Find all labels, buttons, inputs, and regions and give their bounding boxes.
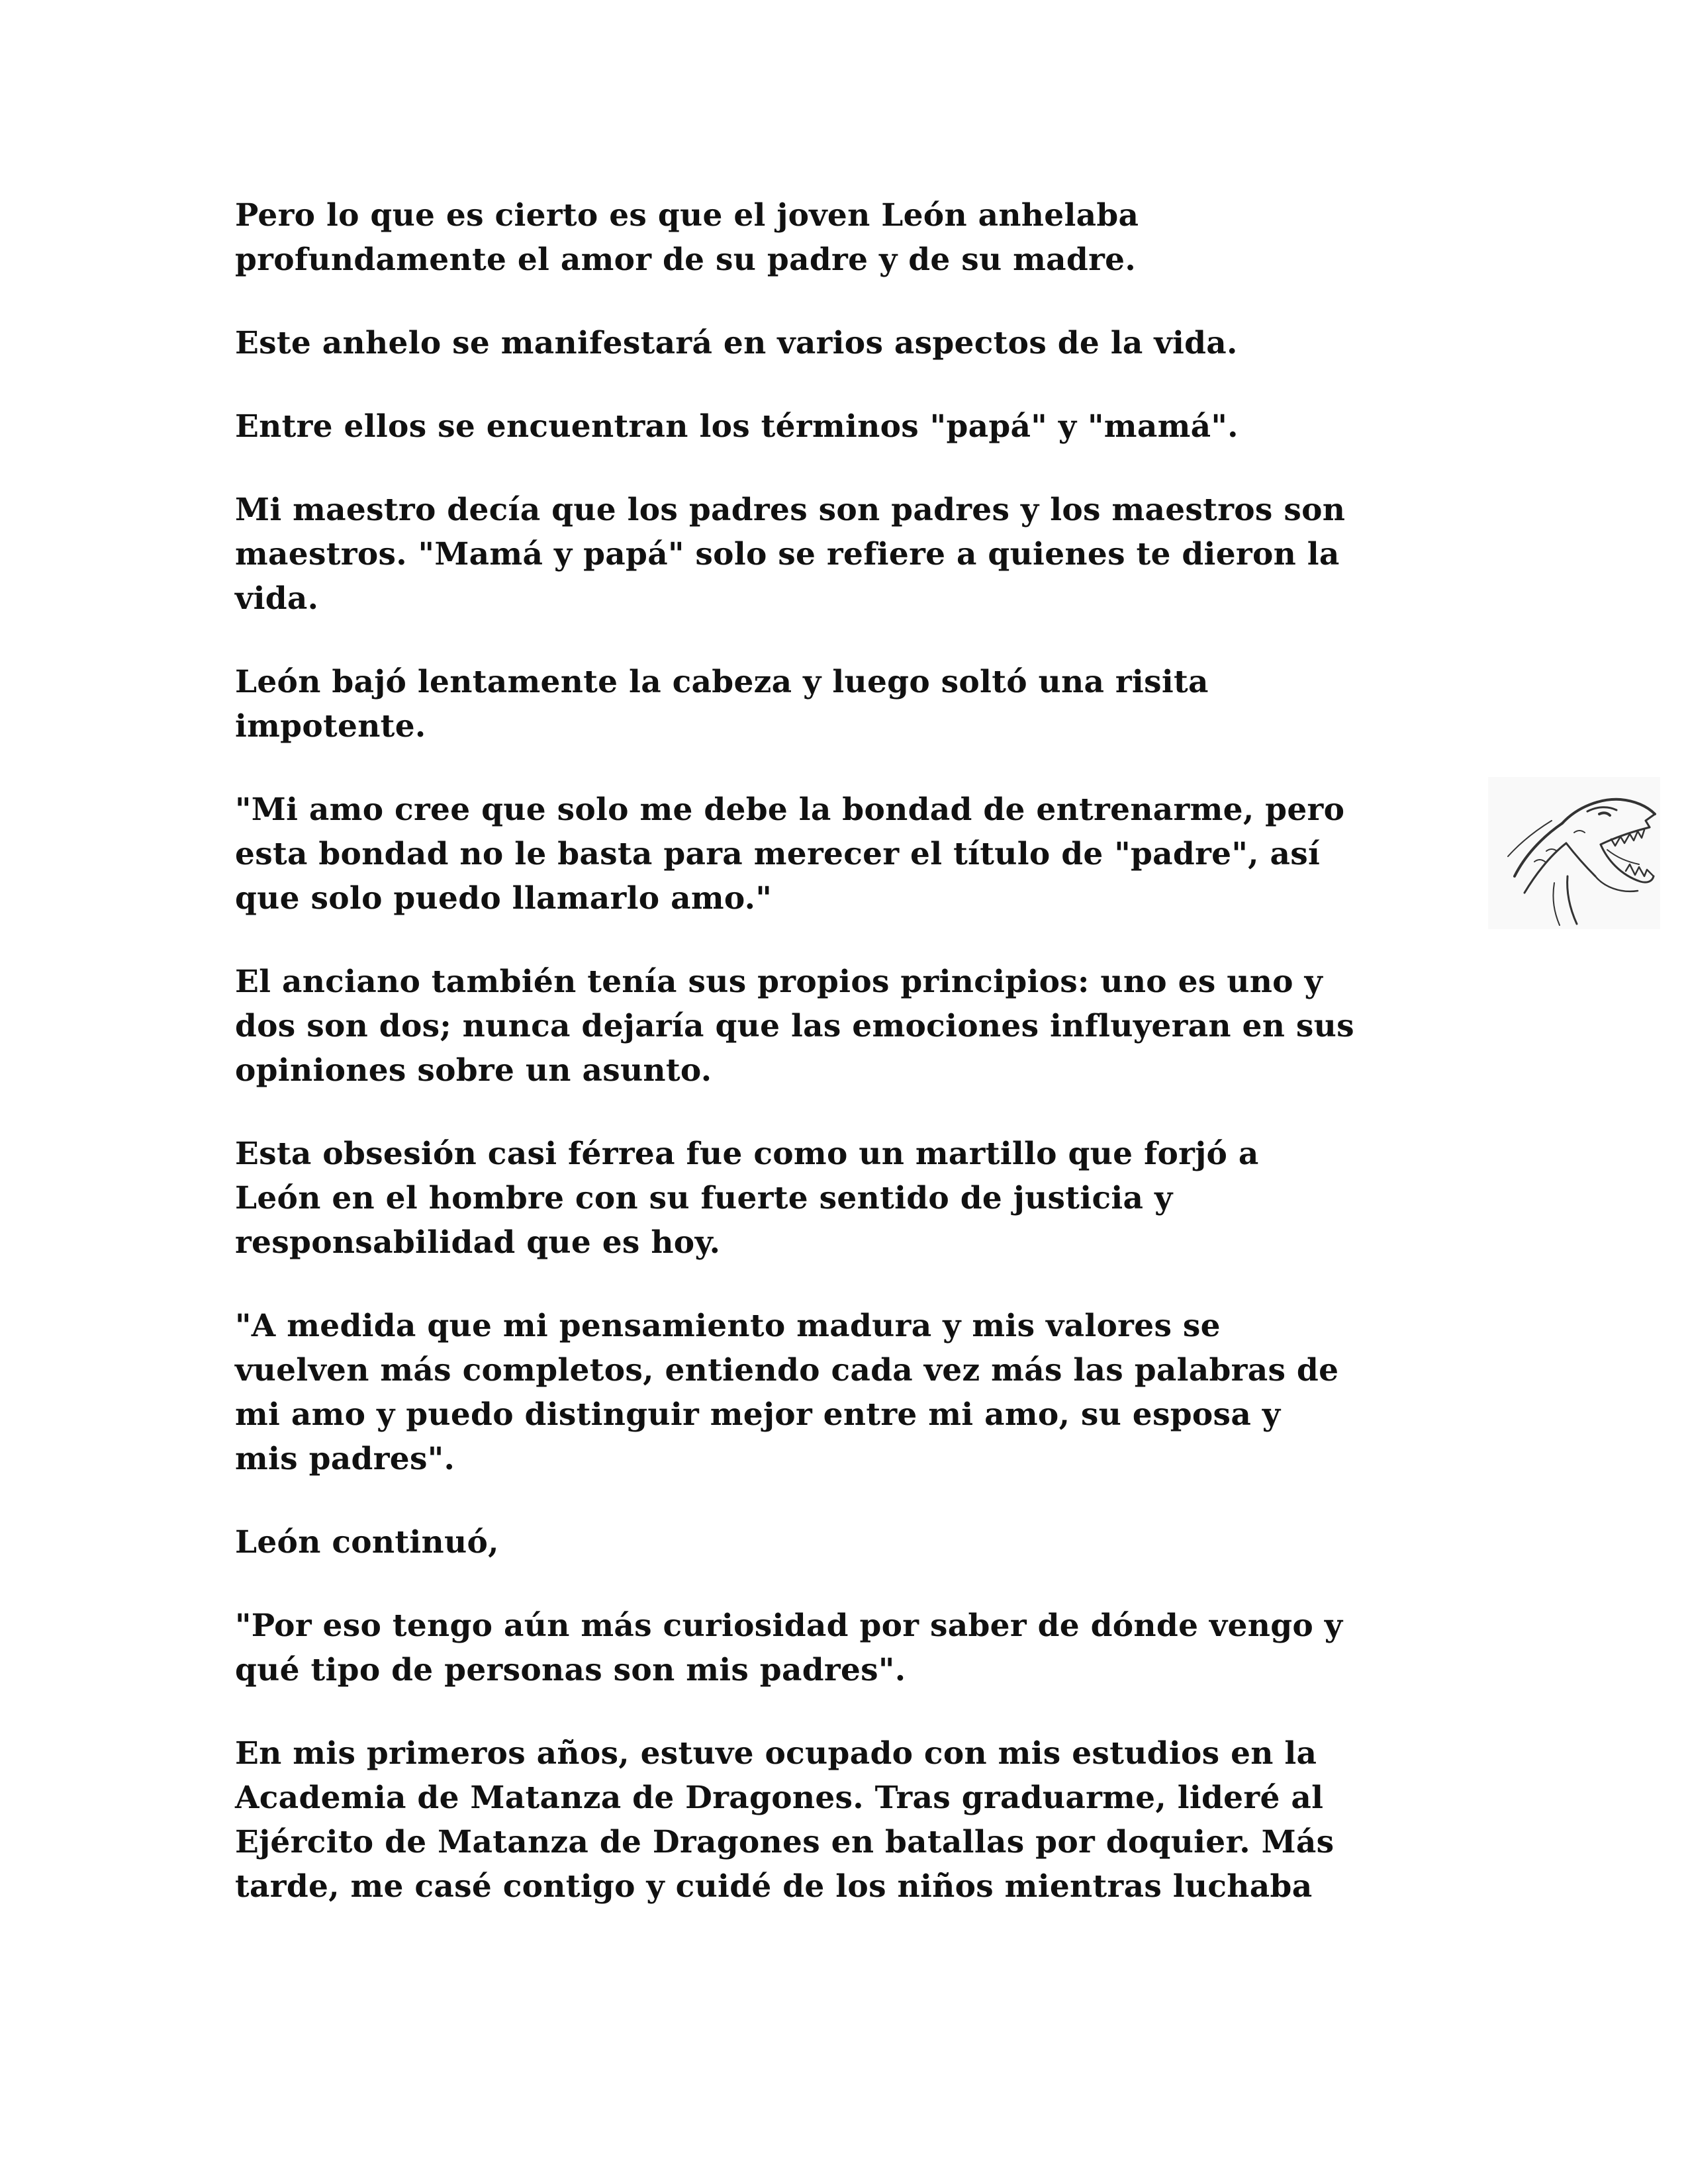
text-line: responsabilidad que es hoy. [235, 1224, 721, 1261]
text-line: dos son dos; nunca dejaría que las emociones influyeran en sus [235, 1008, 1354, 1044]
text-line: Este anhelo se manifestará en varios aspectos de la vida. [235, 325, 1238, 361]
text-line: León bajó lentamente la cabeza y luego soltó una risita [235, 664, 1209, 700]
text-line: Mi maestro decía que los padres son padres y los maestros son [235, 492, 1346, 528]
text-line: Ejército de Matanza de Dragones en batallas por doquier. Más [235, 1824, 1335, 1860]
text-line: maestros. "Mamá y papá" solo se refiere a quienes te dieron la [235, 536, 1340, 572]
paragraph-6 [235, 788, 1493, 921]
text-line: esta bondad no le basta para merecer el título de "padre", así [235, 836, 1321, 872]
paragraph-10 [235, 1520, 1493, 1565]
text-line: "A medida que mi pensamiento madura y mis valores se [235, 1308, 1221, 1344]
text-line: "Mi amo cree que solo me debe la bondad de entrenarme, pero [235, 792, 1345, 828]
paragraph-1 [235, 193, 1493, 282]
dragon-head-sketch-icon [1488, 777, 1660, 929]
paragraph-11 [235, 1604, 1493, 1692]
paragraph-12 [235, 1731, 1493, 1909]
text-line: Entre ellos se encuentran los términos "papá" y "mamá". [235, 408, 1239, 445]
text-line: Esta obsesión casi férrea fue como un martillo que forjó a [235, 1136, 1259, 1172]
text-line: que solo puedo llamarlo amo." [235, 880, 773, 917]
text-line: impotente. [235, 708, 426, 745]
text-line: León en el hombre con su fuerte sentido de justicia y [235, 1180, 1173, 1216]
text-line: Pero lo que es cierto es que el joven León anhelaba [235, 197, 1139, 234]
paragraph-5 [235, 660, 1493, 749]
paragraph-7 [235, 960, 1493, 1093]
text-line: El anciano también tenía sus propios principios: uno es uno y [235, 964, 1323, 1000]
text-line: Academia de Matanza de Dragones. Tras graduarme, lideré al [235, 1780, 1324, 1816]
text-line: vida. [235, 580, 319, 617]
paragraph-8 [235, 1132, 1493, 1265]
paragraph-3 [235, 404, 1493, 449]
text-line: En mis primeros años, estuve ocupado con mis estudios en la [235, 1735, 1317, 1772]
text-line: León continuó, [235, 1524, 499, 1561]
text-line: "Por eso tengo aún más curiosidad por saber de dónde vengo y [235, 1608, 1343, 1644]
text-line: mis padres". [235, 1441, 455, 1477]
text-line: profundamente el amor de su padre y de su madre. [235, 242, 1137, 278]
text-line: mi amo y puedo distinguir mejor entre mi amo, su esposa y [235, 1396, 1281, 1433]
text-line: tarde, me casé contigo y cuidé de los niños mientras luchaba [235, 1868, 1313, 1905]
paragraph-2 [235, 321, 1493, 365]
paragraph-9 [235, 1304, 1493, 1481]
text-line: qué tipo de personas son mis padres". [235, 1652, 906, 1688]
text-line: opiniones sobre un asunto. [235, 1052, 712, 1089]
text-line: vuelven más completos, entiendo cada vez más las palabras de [235, 1352, 1339, 1388]
body-text [235, 193, 1493, 1948]
paragraph-4 [235, 488, 1493, 621]
